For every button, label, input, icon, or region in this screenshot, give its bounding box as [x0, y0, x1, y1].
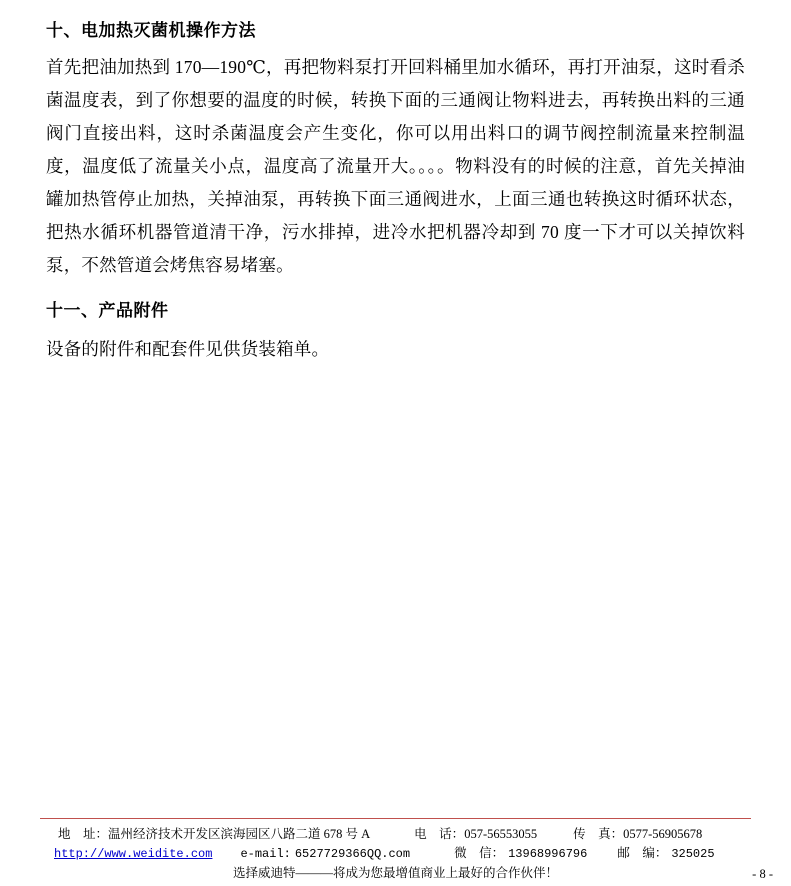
page-footer: [0, 818, 791, 882]
footer-divider: [40, 818, 751, 819]
fax-value: 0577-56905678: [623, 827, 703, 841]
email-value: 6527729366QQ.com: [294, 847, 411, 861]
section-heading-11: 十一、产品附件: [46, 301, 169, 321]
email-label: e-mail:: [240, 847, 291, 861]
footer-contact-row: [40, 825, 751, 843]
wechat-value: 13968996796: [508, 847, 588, 861]
telephone-value: 057-56553055: [464, 827, 538, 841]
company-slogan: 选择威迪特———将成为您最增值商业上最好的合作伙伴！: [232, 866, 558, 880]
document-body: [46, 0, 745, 740]
address-label: 地 址：: [58, 827, 109, 841]
postcode-value: 325025: [671, 847, 715, 861]
postcode-label: 邮 编：: [617, 846, 668, 860]
fax-label: 传 真：: [573, 827, 624, 841]
section-paragraph-11: 设备的附件和配套件见供货装箱单。: [46, 339, 330, 359]
footer-online-row: [40, 844, 751, 863]
page-whitespace: [46, 368, 745, 740]
page-number: - 8 -: [752, 867, 773, 881]
address-value: 温州经济技术开发区滨海园区八路二道 678 号 A: [108, 827, 371, 841]
website-link[interactable]: http://www.weidite.com: [54, 847, 213, 861]
section-paragraph-10: 首先把油加热到 170—190℃，再把物料泵打开回料桶里加水循环，再打开油泵，这时看杀菌温度表，到了你想要的温度的时候，转换下面的三通阀让物料进去，再转换出料的三通阀门直接出料，这时杀菌温度会产生变化，你可以用出料口的调节阀控制流量来控制温度，温度低了流量关小点，温度高了流量开大。。。。物料没有的时候的注意，首先关掉油罐加热管停止加热，关掉油泵，再转换下面三通阀进水，上面三通也转换这时循环状态，把热水循环机器管道清干净，污水排掉，进冷水把机器冷却到 70 度一下才可以关掉饮料泵，不然管道会烤焦容易堵塞。: [46, 57, 745, 275]
wechat-label: 微 信：: [454, 846, 505, 860]
telephone-label: 电 话：: [414, 827, 465, 841]
footer-slogan-row: [40, 864, 751, 882]
section-heading-10: 十、电加热灭菌机操作方法: [46, 21, 256, 41]
